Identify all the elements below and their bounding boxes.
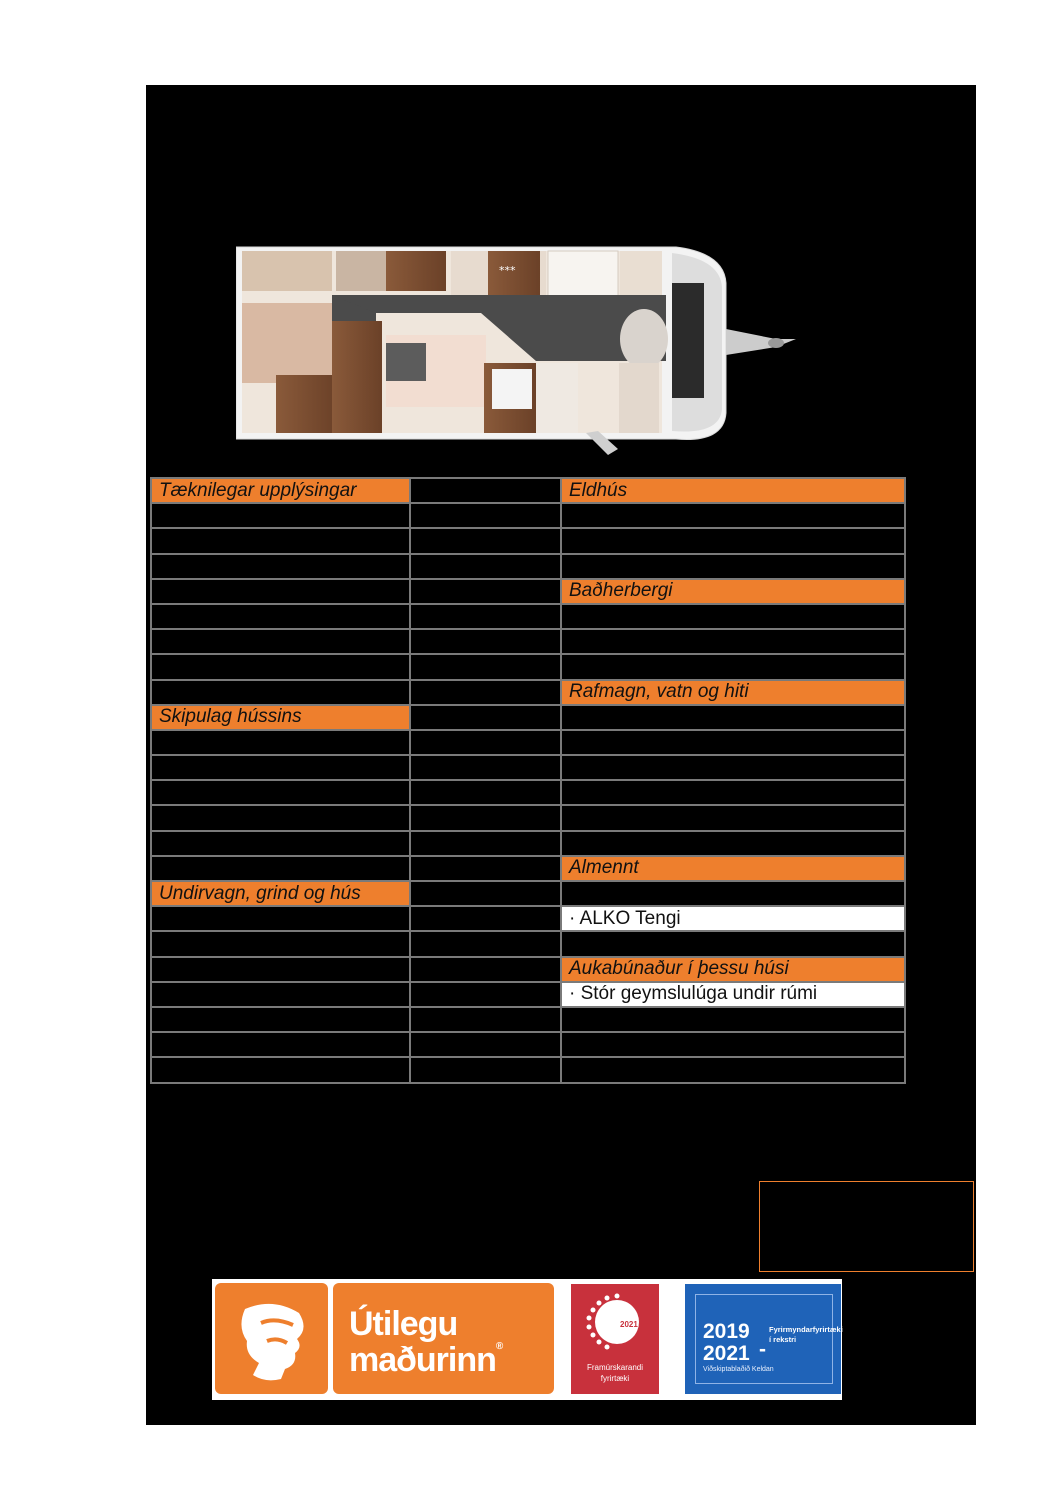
spec-cell	[410, 503, 561, 528]
framurskarandi-line2: fyrirtæki	[600, 1374, 630, 1383]
badge-year-start: 2019	[703, 1320, 750, 1343]
section-header-cell: Eldhús	[561, 478, 905, 503]
stove-marker: ***	[499, 264, 516, 277]
spec-row	[151, 780, 905, 805]
spec-row	[151, 604, 905, 629]
spec-row	[151, 554, 905, 579]
spec-row	[151, 629, 905, 654]
spec-cell	[410, 579, 561, 604]
spec-row	[151, 579, 905, 604]
spec-cell	[410, 931, 561, 956]
spec-cell	[151, 906, 410, 931]
spec-cell	[151, 654, 410, 679]
spec-cell	[561, 604, 905, 629]
spec-table	[150, 477, 906, 1084]
spec-cell	[410, 730, 561, 755]
spec-cell	[561, 554, 905, 579]
spec-cell	[151, 1032, 410, 1057]
wordmark-line1: Útilegu	[349, 1305, 458, 1343]
spec-row	[151, 805, 905, 830]
spec-cell	[151, 931, 410, 956]
badge-footer: Viðskiptablaðið Keldan	[703, 1366, 774, 1373]
spec-cell: · ALKO Tengi	[561, 906, 905, 931]
framurskarandi-year: 2021	[620, 1320, 638, 1329]
utilegumadurinn-head-icon	[215, 1283, 328, 1394]
spec-cell	[561, 780, 905, 805]
spec-cell	[151, 805, 410, 830]
spec-cell	[151, 528, 410, 553]
spec-cell	[410, 1007, 561, 1032]
spec-row	[151, 906, 905, 931]
spec-cell	[410, 982, 561, 1007]
section-header-cell: Baðherbergi	[561, 579, 905, 604]
spec-cell	[410, 528, 561, 553]
spec-row	[151, 705, 905, 730]
logo-bar	[212, 1279, 842, 1400]
spec-cell	[561, 730, 905, 755]
spec-cell	[410, 554, 561, 579]
spec-cell	[151, 780, 410, 805]
wordmark-line2	[349, 1341, 502, 1380]
spec-cell	[561, 528, 905, 553]
registered-mark: ®	[495, 1341, 503, 1352]
spec-cell	[561, 1057, 905, 1082]
spec-cell	[410, 805, 561, 830]
spec-cell	[410, 680, 561, 705]
wordmark-line2-text: maðurinn	[349, 1341, 496, 1379]
spec-cell	[561, 805, 905, 830]
spec-cell	[410, 957, 561, 982]
spec-cell	[151, 856, 410, 881]
spec-cell: · Stór geymslulúga undir rúmi	[561, 982, 905, 1007]
spec-cell	[151, 629, 410, 654]
spec-cell	[151, 579, 410, 604]
spec-row	[151, 856, 905, 881]
spec-cell	[151, 554, 410, 579]
spec-cell	[151, 1057, 410, 1082]
badge-year-end: 2021	[703, 1342, 750, 1365]
spec-cell	[410, 705, 561, 730]
section-header-cell: Aukabúnaður í þessu húsi	[561, 957, 905, 982]
spec-row	[151, 1032, 905, 1057]
section-header-cell: Skipulag hússins	[151, 705, 410, 730]
section-header-cell: Almennt	[561, 856, 905, 881]
section-header-cell: Rafmagn, vatn og hiti	[561, 680, 905, 705]
spec-cell	[410, 654, 561, 679]
spec-cell	[151, 503, 410, 528]
spec-cell	[410, 478, 561, 503]
spec-row	[151, 931, 905, 956]
spec-cell	[410, 1057, 561, 1082]
spec-row	[151, 1007, 905, 1032]
spec-cell	[151, 604, 410, 629]
spec-cell	[561, 755, 905, 780]
badge-dash: -	[759, 1338, 766, 1361]
spec-cell	[151, 957, 410, 982]
spec-cell	[561, 1032, 905, 1057]
spec-cell	[151, 982, 410, 1007]
spec-cell	[561, 629, 905, 654]
framurskarandi-badge	[571, 1284, 659, 1394]
spec-cell	[410, 1032, 561, 1057]
spec-cell	[410, 906, 561, 931]
spec-cell	[561, 1007, 905, 1032]
section-header-cell: Undirvagn, grind og hús	[151, 881, 410, 906]
spec-row	[151, 478, 905, 503]
spec-row	[151, 1057, 905, 1082]
spec-row	[151, 982, 905, 1007]
spec-cell	[410, 780, 561, 805]
spec-row	[151, 503, 905, 528]
spec-cell	[410, 604, 561, 629]
price-box	[759, 1181, 974, 1272]
spec-cell	[561, 705, 905, 730]
spec-cell	[561, 503, 905, 528]
spec-row	[151, 730, 905, 755]
spec-cell	[410, 831, 561, 856]
spec-row	[151, 528, 905, 553]
spec-row	[151, 654, 905, 679]
badge-caption-line2: í rekstri	[769, 1335, 797, 1344]
section-header-cell: Tæknilegar upplýsingar	[151, 478, 410, 503]
spec-cell	[561, 931, 905, 956]
spec-cell	[410, 629, 561, 654]
spec-row	[151, 831, 905, 856]
spec-cell	[561, 881, 905, 906]
spec-cell	[151, 730, 410, 755]
spec-row	[151, 680, 905, 705]
badge-caption-line1: Fyrirmyndarfyrirtæki	[769, 1325, 843, 1334]
spec-cell	[410, 856, 561, 881]
spec-row	[151, 881, 905, 906]
spec-cell	[410, 755, 561, 780]
spec-cell	[561, 831, 905, 856]
utilegumadurinn-wordmark	[333, 1283, 554, 1394]
framurskarandi-line1: Framúrskarandi	[586, 1363, 643, 1372]
caravan-floorplan	[236, 243, 816, 465]
spec-cell	[151, 1007, 410, 1032]
fyrirmyndarfyrirtaeki-badge	[685, 1284, 841, 1394]
spec-cell	[151, 755, 410, 780]
spec-cell	[151, 831, 410, 856]
spec-row	[151, 755, 905, 780]
spec-cell	[410, 881, 561, 906]
spec-cell	[561, 654, 905, 679]
spec-row	[151, 957, 905, 982]
spec-cell	[151, 680, 410, 705]
